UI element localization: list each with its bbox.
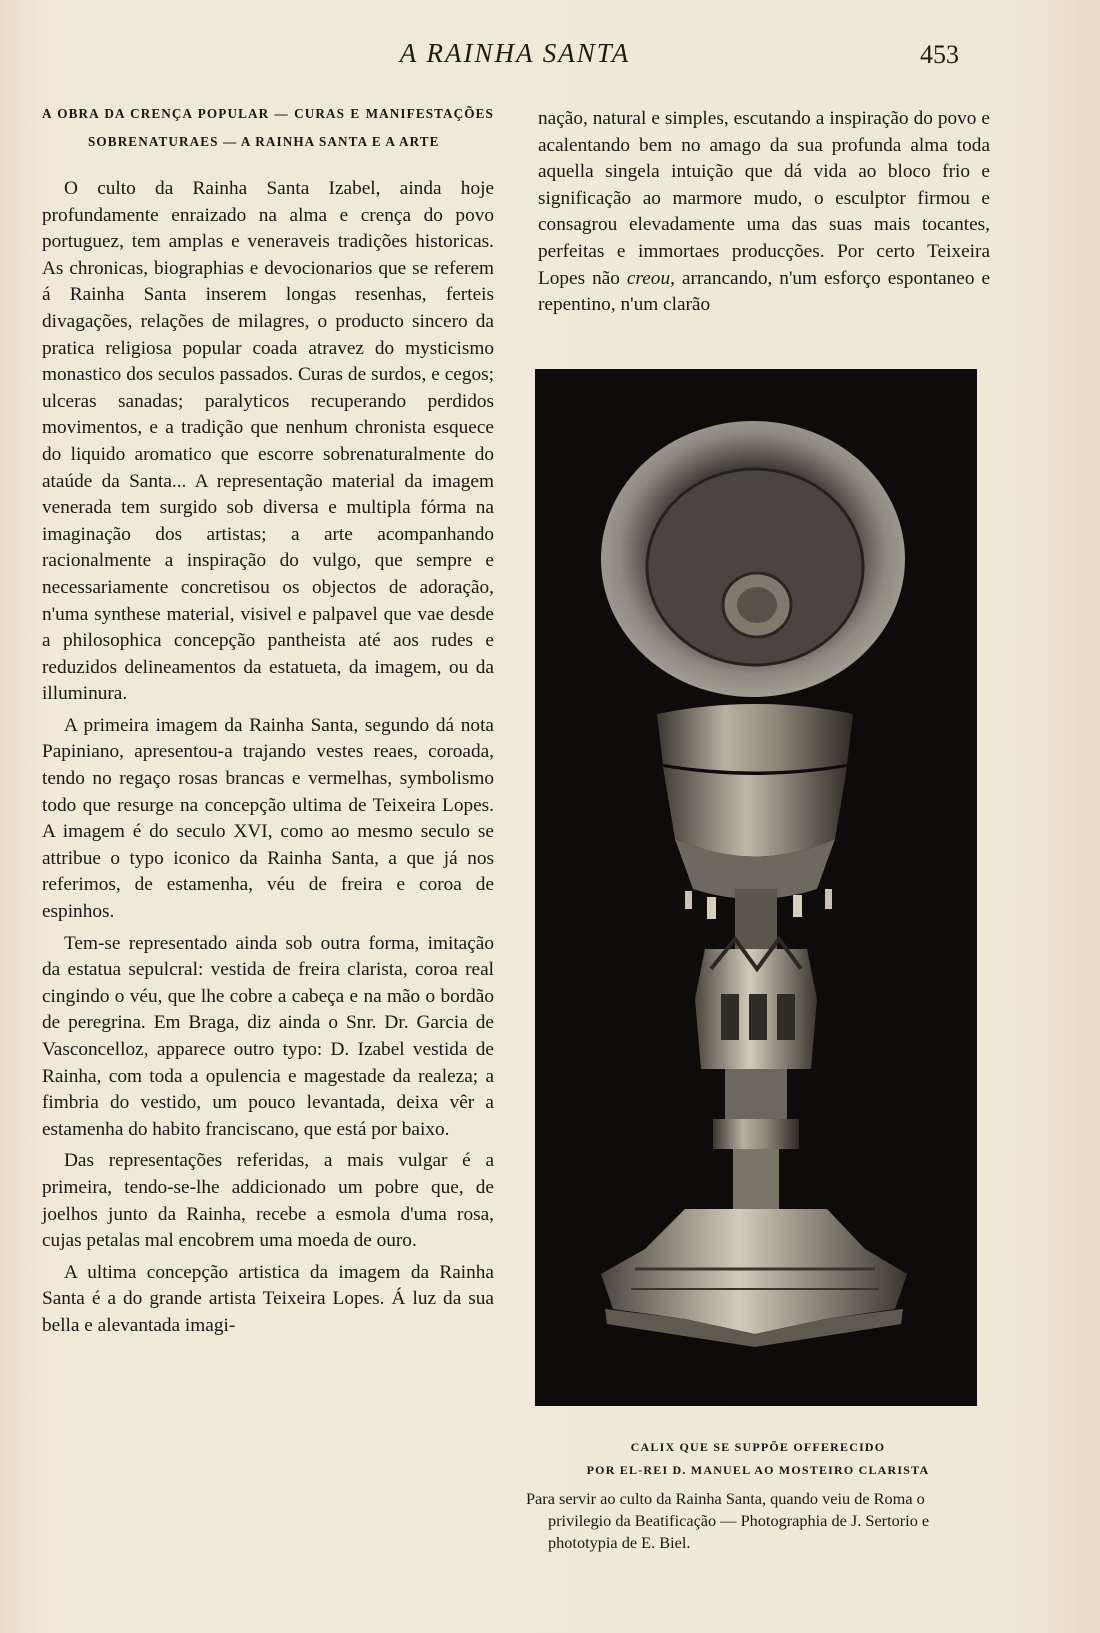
page-number: 453 bbox=[920, 40, 959, 69]
caption-heading-line-2: POR EL-REI D. MANUEL AO MOSTEIRO CLARISTA bbox=[586, 1463, 930, 1477]
paragraph-1: O culto da Rainha Santa Izabel, ainda hoje profundamente enraizado na alma e crença do povo portuguez, tem amplas e veneraveis tradições historicas. As chronicas, biographias e devocionarios que se referem á Rainha Santa inserem longas resenhas, ferteis divagações, relações de milagres, o producto sincero da pratica religiosa popular coada atravez do mysticismo monastico dos seculos passados. Curas de surdos, e cegos; ulceras sanadas; paralyticos recuperando perdidos movimentos, e a tradição que nenhum chronista esquece do liquido aromatico que escorre sobrenaturalmente do ataúde da Santa... A representação material da imagem venerada tem surgido sob diversa e multipla fórma na imaginação dos artistas; a arte acompanhando racionalmente a inspiração do vulgo, que sempre e necessariamente concretisou os objectos de adoração, n'uma synthese material, visivel e palpavel que vae desde a philosophica concepção pantheista até aos rudes e reduzidos delineamentos da estatueta, da imagem, ou da illuminura. bbox=[42, 178, 494, 705]
paragraph-4: Das representações referidas, a mais vulgar é a primeira, tendo-se-lhe addicionado um pobre que, de joelhos junto da Rainha, recebe a esmola d'uma rosa, cujas petalas mal encobrem uma moeda de ouro. bbox=[42, 1150, 494, 1252]
figure-caption bbox=[526, 1436, 990, 1554]
paragraph-3: Tem-se representado ainda sob outra forma, imitação da estatua sepulcral: vestida de freira clarista, coroa real cingindo o véu, que lhe cobre a cabeça e na mão o bordão de peregrina. Em Braga, diz ainda o Snr. Dr. Garcia de Vasconcelloz, apparece outro typo: D. Izabel vestida de Rainha, com toda a opulencia e magestade da realeza; a fimbria do vestido, um pouco levantada, deixa vêr a estamenha do habito franciscano, que está por baixo. bbox=[42, 932, 494, 1140]
right-column bbox=[538, 106, 990, 324]
italic-word: creou bbox=[626, 267, 671, 289]
section-heading: A OBRA DA CRENÇA POPULAR — CURAS E MANIFESTAÇÕES SOBRENATURAES — A RAINHA SANTA E A ARTE bbox=[42, 106, 494, 149]
paragraph-5: A ultima concepção artistica da imagem da Rainha Santa é a do grande artista Teixeira Lopes. Á luz da sua bella e alevantada imagi- bbox=[42, 1261, 494, 1336]
caption-heading-line-1: CALIX QUE SE SUPPÕE OFFERECIDO bbox=[630, 1440, 886, 1454]
chalice-photograph bbox=[535, 369, 977, 1406]
continued-text-end: , arrancando, n'um esforço espontaneo e repentino, n'um clarão bbox=[538, 267, 990, 316]
continued-paragraph bbox=[538, 106, 990, 319]
cup-decoration bbox=[663, 767, 847, 857]
caption-text: Para servir ao culto da Rainha Santa, quando veiu de Roma o privilegio da Beatificação — Photographia de J. Sertorio e phototypia de E. Biel. bbox=[526, 1489, 930, 1552]
running-title: A RAINHA SANTA bbox=[399, 38, 631, 68]
continued-text-start: nação, natural e simples, escutando a inspiração do povo e acalentando bem no amago da sua profunda alma toda aquella singela intuição que dá vida ao bloco frio e significação ao marmore mudo, o esculptor firmou e consagrou elevadamente uma das suas mais tocantes, perfeitas e immortaes producções. Por certo Teixeira Lopes não bbox=[538, 108, 990, 289]
left-column bbox=[42, 100, 494, 1345]
chalice-illustration bbox=[535, 369, 977, 1406]
cup-bowl bbox=[657, 704, 853, 772]
paragraph-2: A primeira imagem da Rainha Santa, segundo dá nota Papiniano, apresentou-a trajando vestes reaes, coroada, tendo no regaço rosas brancas e vermelhas, symbolismo todo que resurge na concepção ultima de Teixeira Lopes. A imagem é do seculo XVI, como ao mesmo seculo se attribue o typo iconico da Rainha Santa, a que já nos referimos, de estamenha, véu de freira e coroa de espinhos. bbox=[42, 714, 494, 923]
